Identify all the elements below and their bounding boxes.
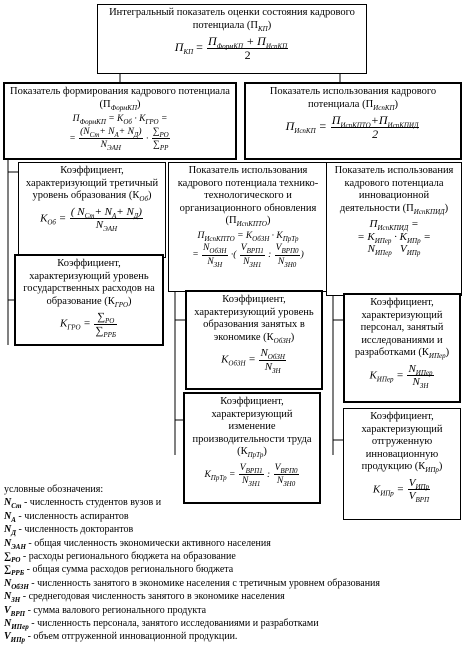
kgro-formula: $К_{ГРО}$ = $\frac{\sum_{РО}}{\sum_{РРБ}}$ — [59, 311, 116, 339]
kprtr-formula: $К_{ПрТр}$ = $\frac{V_{ВРП1}}{N_{ЗН1}}$ : $\frac{V_{ВРП0}}{N_{ЗН0}}$ — [204, 462, 298, 488]
kob-coefficient-box: Коэффициент, характеризующий третичный уровень образования $(К_{Об})$ $К_{Об}$ = $\frac{( N_{Ст}+ N_А+ N_Д)}{N_{ЭАН}}$ — [18, 162, 166, 258]
kprtr-coefficient-box: Коэффициент, характеризующий изменение производительности труда $(К_{ПрТр})$ $К_{ПрТр}$ = $\frac{V_{ВРП1}}{N_{ЗН1}}$ : $\frac{V_{ВРП0}}{N_{ЗН0}}$ — [183, 392, 321, 504]
legend-item: $N_А$ - численность аспирантов — [4, 510, 129, 524]
legend-item: $\sum_{РО}$ - расходы регионального бюджета на образование — [4, 551, 236, 565]
tech-formula: $П_{ИспКПТО} = К_{ОбЗН} \cdot К_{ПрТр}$ = $\frac{N_{ОбЗН}}{N_{ЗН}}$ ·( $\frac{V_{ВРП1}}{N_{ЗН1}}$ : $\frac{V_{ВРП0}}{N_{ЗН0}}$ ) — [192, 230, 304, 269]
legend-item: $V_{ИПр}$ - объем отгруженной инновационной продукции. — [4, 631, 238, 645]
tech-renewal-box: Показатель использования кадрового потенциала технико-технологического и организационного обновления $(П_{ИспКПТО})$ $П_{ИспКПТО} = К_{ОбЗН} \cdot К_{ПрТр}$ = $\frac{N_{ОбЗН}}{N_{ЗН}}$ ·( $\frac{V_{ВРП1}}{N_{ЗН1}}$ : $\frac{V_{ВРП0}}{N_{ЗН0}}$ ) — [168, 162, 328, 292]
kob-formula: $К_{Об}$ = $\frac{( N_{Ст}+ N_А+ N_Д)}{N_{ЭАН}}$ — [40, 205, 142, 234]
kipr-coefficient-box: Коэффициент, характеризующий отгруженную инновационную продукцию $(К_{ИПр})$ $К_{ИПр}$ = $\frac{V_{ИПр}}{V_{ВРП}}$ — [343, 408, 461, 520]
integral-indicator-text: Интегральный показатель оценки состояния кадрового потенциала (П — [109, 7, 355, 31]
kgro-coefficient-box: Коэффициент, характеризующий уровень государственных расходов на образование $(К_{ГРО})$ $К_{ГРО}$ = $\frac{\sum_{РО}}{\sum_{РРБ}}$ — [14, 254, 164, 346]
legend-item: $N_Д$ - численность докторантов — [4, 524, 134, 538]
use-formula: $П_{ИспКП}$ = $\frac{П_{ИспКПТО}+П_{ИспКПИД}}{2}$ — [285, 113, 419, 141]
legend-item: $\sum_{РРБ}$ - общая сумма расходов регионального бюджета — [4, 564, 234, 578]
integral-formula: $П_{КП}$ = $\frac{П_{ФормКП} + П_{ИспКП}}{2}$ — [174, 34, 288, 62]
legend-item: $N_{ЭАН}$ - общая численность экономически активного населения — [4, 537, 271, 551]
use-indicator-box: Показатель использования кадрового потенциала $(П_{ИспКП})$ $П_{ИспКП}$ = $\frac{П_{ИспКПТО}+П_{ИспКПИД}}{2}$ — [244, 82, 462, 160]
legend — [4, 483, 464, 644]
kiper-coefficient-box: Коэффициент, характеризующий персонал, занятый исследованиями и разработками $(К_{ИПер})$ $К_{ИПер}$ = $\frac{N_{ИПер}}{N_{ЗН}}$ — [343, 293, 461, 403]
innovation-indicator-box: Показатель использования кадрового потенциала инновационной деятельности $(П_{ИспКПИД})$ $П_{ИспКПИД}$ = = $К_{ИПер} \cdot К_{ИПр}$ = $N_{ИПер}$ $V_{ИПр}$ — [326, 162, 462, 296]
legend-item: $N_{ИПер}$ - численность персонала, занятого исследованиями и разработками — [4, 618, 319, 632]
legend-item: $N_{ЗН}$ - среднегодовая численность занятого в экономике населения — [4, 591, 285, 605]
innovation-formula: $П_{ИспКПИД}$ = = $К_{ИПер} \cdot К_{ИПр}$ = $N_{ИПер}$ $V_{ИПр}$ — [357, 218, 431, 258]
kiper-formula: $К_{ИПер}$ = $\frac{N_{ИПер}}{N_{ЗН}}$ — [369, 362, 433, 391]
legend-item: $V_{ВРП}$ - сумма валового регионального продукта — [4, 604, 207, 618]
kipr-formula: $К_{ИПр}$ = $\frac{V_{ИПр}}{V_{ВРП}}$ — [372, 476, 430, 505]
kobzn-coefficient-box: Коэффициент, характеризующий уровень образования занятых в экономике $(К_{ОбЗН})$ $К_{ОбЗН}$ = $\frac{N_{ОбЗН}}{N_{ЗН}}$ — [185, 290, 323, 390]
formation-formula: $П_{ФормКП} = К_{Об} \cdot К_{ГРО}$ = = $\frac{(N_{Ст}+ N_А+ N_Д)}{N_{ЭАН}}$ · $\frac{\sum_{РО}}{\sum_{РР}}$ — [69, 114, 169, 152]
formation-indicator-box: Показатель формирования кадрового потенциала $(П_{ФормКП})$ $П_{ФормКП} = К_{Об} \cdot К_{ГРО}$ = = $\frac{(N_{Ст}+ N_А+ N_Д)}{N_{ЭАН}}$ · $\frac{\sum_{РО}}{\sum_{РР}}$ — [3, 82, 237, 160]
legend-item: $N_{ОбЗН}$ - численность занятого в экономике населения с третичным уровнем образования — [4, 577, 381, 591]
legend-item: $N_{Ст}$ - численность студентов вузов и — [4, 497, 162, 511]
kobzn-formula: $К_{ОбЗН}$ = $\frac{N_{ОбЗН}}{N_{ЗН}}$ — [221, 347, 285, 375]
integral-indicator-box: Интегральный показатель оценки состояния кадрового потенциала $(П_{КП})$ $П_{КП}$ = $\frac{П_{ФормКП} + П_{ИспКП}}{2}$ — [97, 4, 367, 74]
legend-title: условные обозначения: — [4, 484, 104, 495]
